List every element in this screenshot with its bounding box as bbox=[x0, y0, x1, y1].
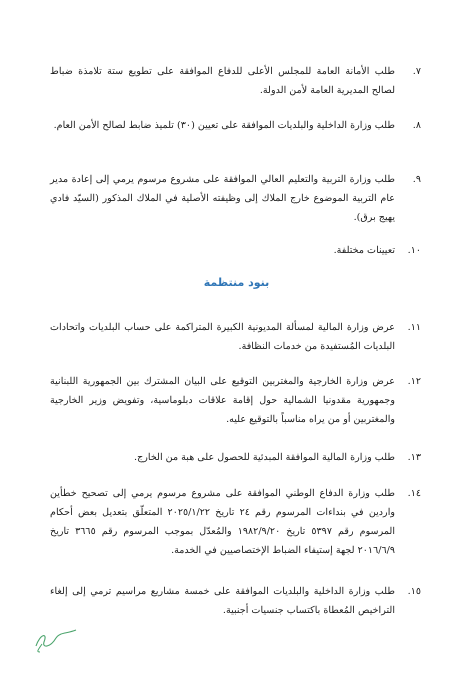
item-number: ٨. bbox=[412, 120, 421, 131]
agenda-item: طلب الأمانة العامة للمجلس الأعلى للدفاع الموافقة على تطويع ستة تلامذة ضباط لصالح المديرية العامة لأمن الدولة. bbox=[50, 66, 395, 96]
signature-mark bbox=[30, 624, 80, 654]
agenda-item: طلب وزارة الداخلية والبلديات الموافقة على خمسة مشاريع مراسيم ترمي إلى إلغاء التراخيص المُعطاة باكتساب جنسيات أجنبية. bbox=[50, 586, 395, 616]
agenda-item: طلب وزارة التربية والتعليم العالي الموافقة على مشروع مرسوم يرمي إلى إعادة مدير عام التربية الموضوع خارج الملاك إلى وظيفته الأصلية في الملاك المذكور (السيّد فادي يهيج برق). bbox=[50, 174, 395, 223]
agenda-item: عرض وزارة الخارجية والمغتربين التوقيع على البيان المشترك بين الجمهورية اللبنانية وجمهورية مقدونيا الشمالية حول إقامة علاقات دبلوماسية، وتفويض وزير الخارجية والمغتربين أو من يراه مناسباً بالتوقيع عليه. bbox=[50, 376, 395, 425]
item-number: ١٢. bbox=[407, 376, 421, 387]
agenda-item: طلب وزارة الداخلية والبلديات الموافقة على تعيين (٣٠) تلميذ ضابط لصالح الأمن العام. bbox=[53, 120, 395, 131]
item-number: ٧. bbox=[412, 66, 421, 77]
agenda-item: عرض وزارة المالية لمسألة المديونية الكبيرة المتراكمة على حساب البلديات واتحادات البلديات المُستفيدة من خدمات النظافة. bbox=[50, 322, 395, 352]
item-number: ١٥. bbox=[407, 586, 421, 597]
agenda-item: طلب وزارة الدفاع الوطني الموافقة على مشروع مرسوم يرمي إلى تصحيح خطأين واردين في بنداءات المرسوم رقم ٢٤ تاريخ ٢٠٢٥/١/٢٢ المتعلّق بتعديل بعض أحكام المرسوم رقم ٥٣٩٧ تاريخ ١٩٨٢/٩/٢٠ والمُعدّل بموجب المرسوم رقم ٣٦٦٥ تاريخ ٢٠١٦/٦/٩ لجهة إستيفاء الضباط الإختصاصيين في الخدمة. bbox=[50, 488, 395, 556]
item-number: ١٠. bbox=[407, 245, 421, 256]
section-heading: بنود منتظمة bbox=[203, 276, 270, 289]
item-number: ١٤. bbox=[407, 488, 421, 499]
item-number: ٩. bbox=[412, 174, 421, 185]
agenda-item: تعيينات مختلفة. bbox=[333, 245, 395, 256]
item-number: ١٣. bbox=[407, 452, 421, 463]
item-number: ١١. bbox=[407, 322, 421, 333]
agenda-item: طلب وزارة المالية الموافقة المبدئية للحصول على هبة من الخارج. bbox=[134, 452, 395, 463]
